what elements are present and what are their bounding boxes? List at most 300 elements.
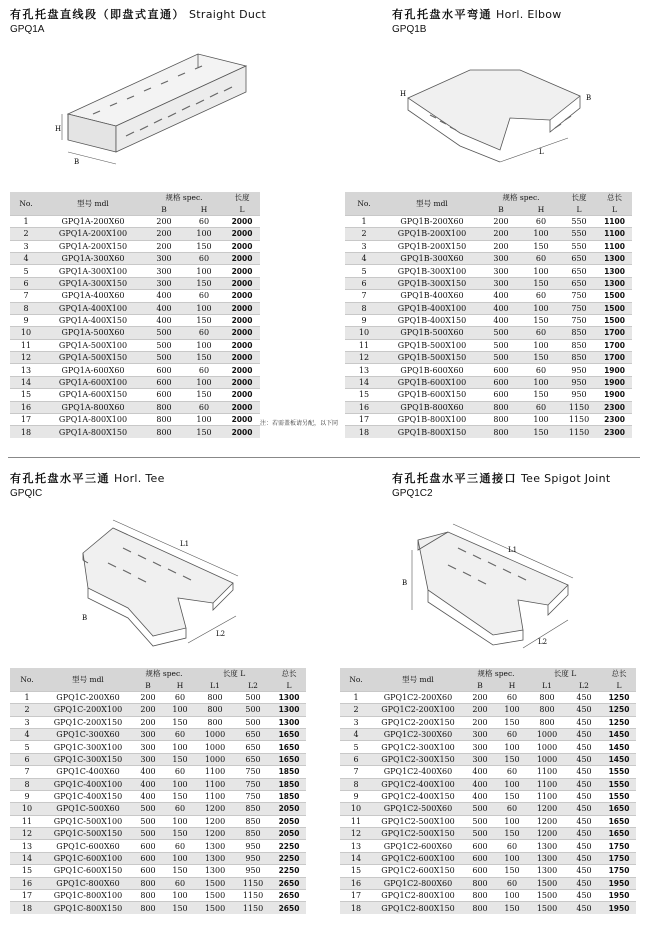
table-cell: 10 <box>10 327 42 339</box>
table-cell: 12 <box>345 352 383 364</box>
table-cell: 1450 <box>602 741 636 753</box>
table-cell: 60 <box>184 215 224 227</box>
table-cell: 2000 <box>224 277 260 289</box>
col-no: No. <box>10 668 44 691</box>
table-cell: 300 <box>464 741 496 753</box>
table-cell: GPQ1B-800X100 <box>383 414 481 426</box>
table-cell: 60 <box>521 215 561 227</box>
table-cell: 60 <box>164 766 196 778</box>
table-cell: 750 <box>561 314 597 326</box>
table-cell: 400 <box>132 790 164 802</box>
col-model: 型号 mdl <box>44 668 132 691</box>
table-cell: 1100 <box>597 228 632 240</box>
table-cell: 2000 <box>224 401 260 413</box>
table-cell: 60 <box>496 691 528 703</box>
table-cell: 1 <box>345 215 383 227</box>
col-spec: 规格 spec. <box>144 192 224 203</box>
table-cell: 100 <box>184 339 224 351</box>
table-cell: GPQ1B-400X60 <box>383 290 481 302</box>
table-cell: 2000 <box>224 240 260 252</box>
gpq1c-code: GPQIC <box>10 488 43 499</box>
table-cell: 450 <box>566 790 602 802</box>
table-cell: 1150 <box>561 414 597 426</box>
table-cell: 800 <box>196 716 234 728</box>
table-row <box>340 778 636 790</box>
table-cell: 1500 <box>597 314 632 326</box>
table-cell: 100 <box>164 815 196 827</box>
table-row <box>345 376 632 388</box>
table-cell: 100 <box>496 852 528 864</box>
table-cell: GPQ1C-600X150 <box>44 865 132 877</box>
table-cell: 2000 <box>224 414 260 426</box>
table-cell: 450 <box>566 766 602 778</box>
table-cell: 200 <box>464 691 496 703</box>
table-cell: 1150 <box>234 902 272 914</box>
table-cell: 600 <box>464 865 496 877</box>
table-cell: 800 <box>196 704 234 716</box>
table-cell: 7 <box>10 290 42 302</box>
gpq1c2-title <box>392 470 611 486</box>
table-cell: 450 <box>566 741 602 753</box>
table-cell: 150 <box>184 426 224 438</box>
col-total: 总长 <box>597 192 632 203</box>
table-row <box>10 803 306 815</box>
table-cell: 300 <box>464 753 496 765</box>
table-cell: 450 <box>566 778 602 790</box>
table-cell: 150 <box>164 753 196 765</box>
col-l1: L1 <box>528 679 566 691</box>
table-cell: 5 <box>10 265 42 277</box>
table-row <box>10 352 260 364</box>
table-row <box>10 426 260 438</box>
table-cell: 8 <box>10 302 42 314</box>
table-row <box>345 302 632 314</box>
table-cell: 800 <box>481 426 521 438</box>
col-spec: 规格 spec. <box>481 192 561 203</box>
gpq1a-title-cn: 有孔托盘直线段（即盘式直通） <box>10 8 185 21</box>
table-cell: 2050 <box>272 803 306 815</box>
table-cell: GPQ1C-200X60 <box>44 691 132 703</box>
table-cell: 18 <box>10 426 42 438</box>
table-row <box>10 414 260 426</box>
table-cell: GPQ1C-500X150 <box>44 828 132 840</box>
table-cell: 200 <box>481 215 521 227</box>
table-cell: 750 <box>234 766 272 778</box>
table-cell: 400 <box>481 314 521 326</box>
table-cell: 1950 <box>602 902 636 914</box>
table-cell: 100 <box>184 376 224 388</box>
straight-duct-drawing <box>48 44 258 174</box>
table-row <box>345 265 632 277</box>
table-cell: 1900 <box>597 389 632 401</box>
col-b: B <box>481 203 521 215</box>
table-cell: 100 <box>184 302 224 314</box>
table-cell: 60 <box>184 401 224 413</box>
table-cell: GPQ1B-300X150 <box>383 277 481 289</box>
table-cell: 500 <box>144 352 184 364</box>
table-cell: 18 <box>10 902 44 914</box>
col-total-sub: L <box>597 203 632 215</box>
table-cell: 750 <box>234 790 272 802</box>
table-cell: GPQ1B-200X60 <box>383 215 481 227</box>
table-cell: 1650 <box>272 728 306 740</box>
table-cell: GPQ1C2-400X60 <box>372 766 464 778</box>
table-cell: 800 <box>144 401 184 413</box>
table-cell: 1650 <box>272 753 306 765</box>
table-cell: 12 <box>340 828 372 840</box>
table-cell: 150 <box>184 389 224 401</box>
table-cell: 100 <box>496 741 528 753</box>
col-h: H <box>164 679 196 691</box>
table-row <box>10 778 306 790</box>
table-cell: 600 <box>132 865 164 877</box>
table-cell: 950 <box>234 840 272 852</box>
table-cell: 500 <box>481 327 521 339</box>
table-cell: 300 <box>132 741 164 753</box>
table-cell: GPQ1C-200X150 <box>44 716 132 728</box>
table-cell: 300 <box>481 277 521 289</box>
table-cell: 800 <box>132 877 164 889</box>
table-cell: 200 <box>144 215 184 227</box>
table-row <box>345 290 632 302</box>
table-cell: 1500 <box>196 877 234 889</box>
table-cell: 3 <box>10 716 44 728</box>
gpq1c-table <box>10 668 306 914</box>
table-row <box>340 852 636 864</box>
table-cell: 100 <box>521 265 561 277</box>
table-cell: 800 <box>481 401 521 413</box>
table-cell: 550 <box>561 240 597 252</box>
table-cell: 850 <box>561 352 597 364</box>
table-cell: 2 <box>340 704 372 716</box>
table-cell: 150 <box>164 790 196 802</box>
table-cell: 16 <box>10 401 42 413</box>
table-cell: GPQ1C2-300X100 <box>372 741 464 753</box>
table-cell: GPQ1C2-600X100 <box>372 852 464 864</box>
table-cell: 2000 <box>224 426 260 438</box>
table-row <box>10 327 260 339</box>
table-cell: 1100 <box>528 778 566 790</box>
table-row <box>345 364 632 376</box>
gpq1b-b-label: B <box>586 94 592 102</box>
table-cell: 60 <box>496 877 528 889</box>
table-row <box>10 364 260 376</box>
table-cell: 2000 <box>224 302 260 314</box>
table-cell: 1000 <box>528 753 566 765</box>
col-h: H <box>496 679 528 691</box>
table-cell: GPQ1A-200X150 <box>42 240 144 252</box>
gpq1b-table <box>345 192 632 438</box>
table-cell: 150 <box>164 865 196 877</box>
table-row <box>340 840 636 852</box>
table-cell: GPQ1B-400X100 <box>383 302 481 314</box>
table-cell: GPQ1C2-400X100 <box>372 778 464 790</box>
table-row <box>340 865 636 877</box>
table-cell: GPQ1C-200X100 <box>44 704 132 716</box>
gpq1a-title-en: Straight Duct <box>189 8 267 21</box>
table-cell: 1300 <box>272 716 306 728</box>
table-row <box>10 865 306 877</box>
table-cell: 5 <box>10 741 44 753</box>
table-cell: GPQ1C-300X100 <box>44 741 132 753</box>
table-row <box>345 252 632 264</box>
table-cell: GPQ1A-300X100 <box>42 265 144 277</box>
table-cell: 8 <box>340 778 372 790</box>
table-cell: 600 <box>144 376 184 388</box>
table-cell: 500 <box>464 828 496 840</box>
gpq1a-title <box>10 6 266 22</box>
table-row <box>10 401 260 413</box>
table-cell: 1150 <box>234 890 272 902</box>
table-cell: 2650 <box>272 890 306 902</box>
table-cell: 9 <box>10 314 42 326</box>
table-row <box>10 828 306 840</box>
table-cell: 200 <box>144 228 184 240</box>
table-cell: 650 <box>561 265 597 277</box>
table-cell: 6 <box>10 277 42 289</box>
table-row <box>340 790 636 802</box>
table-cell: 2000 <box>224 339 260 351</box>
gpq1b-code: GPQ1B <box>392 24 427 35</box>
table-cell: 150 <box>496 865 528 877</box>
table-cell: 1750 <box>602 865 636 877</box>
table-row <box>340 753 636 765</box>
table-cell: 60 <box>496 840 528 852</box>
table-cell: 650 <box>234 741 272 753</box>
gpq1a-table <box>10 192 260 438</box>
table-cell: 650 <box>561 277 597 289</box>
table-cell: 17 <box>10 414 42 426</box>
table-cell: 11 <box>340 815 372 827</box>
table-row <box>10 790 306 802</box>
table-cell: GPQ1C2-200X150 <box>372 716 464 728</box>
table-cell: 100 <box>164 852 196 864</box>
table-cell: 1500 <box>196 902 234 914</box>
table-cell: 150 <box>184 240 224 252</box>
table-cell: 150 <box>164 902 196 914</box>
tee-spigot-joint-drawing <box>398 520 588 655</box>
table-cell: 200 <box>481 228 521 240</box>
table-cell: GPQ1C-800X100 <box>44 890 132 902</box>
table-cell: GPQ1B-500X100 <box>383 339 481 351</box>
table-cell: 500 <box>481 352 521 364</box>
table-cell: GPQ1B-200X100 <box>383 228 481 240</box>
table-cell: 5 <box>345 265 383 277</box>
table-row <box>10 852 306 864</box>
col-no: No. <box>10 192 42 215</box>
table-cell: 600 <box>144 364 184 376</box>
table-cell: GPQ1B-500X150 <box>383 352 481 364</box>
table-cell: 150 <box>521 277 561 289</box>
table-cell: 17 <box>340 890 372 902</box>
table-cell: 500 <box>132 803 164 815</box>
table-cell: GPQ1A-300X60 <box>42 252 144 264</box>
table-cell: 400 <box>144 314 184 326</box>
table-cell: 1000 <box>528 741 566 753</box>
table-cell: 200 <box>132 716 164 728</box>
gpq1c2-title-cn: 有孔托盘水平三通接口 <box>392 472 517 485</box>
gpq1c-l2-label: L2 <box>216 630 226 638</box>
table-row <box>340 890 636 902</box>
table-cell: 450 <box>566 902 602 914</box>
table-row <box>345 389 632 401</box>
table-cell: GPQ1A-600X60 <box>42 364 144 376</box>
table-cell: 1150 <box>234 877 272 889</box>
table-row <box>10 728 306 740</box>
table-cell: 4 <box>10 728 44 740</box>
table-cell: 3 <box>345 240 383 252</box>
table-cell: 60 <box>521 401 561 413</box>
table-cell: 550 <box>561 215 597 227</box>
col-b: B <box>132 679 164 691</box>
table-cell: 3 <box>340 716 372 728</box>
table-cell: 600 <box>464 852 496 864</box>
table-row <box>340 803 636 815</box>
col-h: H <box>184 203 224 215</box>
table-cell: GPQ1B-200X150 <box>383 240 481 252</box>
table-cell: 1500 <box>196 890 234 902</box>
table-cell: 800 <box>528 704 566 716</box>
table-cell: 14 <box>10 852 44 864</box>
table-cell: 600 <box>464 840 496 852</box>
table-cell: GPQ1C-400X150 <box>44 790 132 802</box>
table-cell: 500 <box>481 339 521 351</box>
table-cell: 800 <box>132 902 164 914</box>
table-cell: 150 <box>496 716 528 728</box>
table-row <box>345 414 632 426</box>
table-cell: GPQ1A-800X60 <box>42 401 144 413</box>
table-row <box>10 766 306 778</box>
table-cell: 400 <box>132 778 164 790</box>
table-cell: 1900 <box>597 364 632 376</box>
table-cell: 150 <box>184 352 224 364</box>
table-cell: 60 <box>521 327 561 339</box>
gpq1c2-table <box>340 668 636 914</box>
table-cell: 1700 <box>597 339 632 351</box>
table-cell: 1100 <box>196 778 234 790</box>
table-cell: GPQ1C2-600X150 <box>372 865 464 877</box>
table-cell: 650 <box>561 252 597 264</box>
table-cell: 200 <box>464 704 496 716</box>
col-model: 型号 mdl <box>42 192 144 215</box>
table-cell: 950 <box>561 364 597 376</box>
table-cell: 1950 <box>602 877 636 889</box>
table-row <box>10 277 260 289</box>
table-cell: 800 <box>144 414 184 426</box>
table-cell: 13 <box>10 840 44 852</box>
table-cell: 400 <box>464 778 496 790</box>
table-cell: 950 <box>234 852 272 864</box>
table-cell: GPQ1C-600X100 <box>44 852 132 864</box>
table-row <box>10 389 260 401</box>
table-cell: 500 <box>132 815 164 827</box>
table-cell: 4 <box>10 252 42 264</box>
table-cell: 17 <box>10 890 44 902</box>
table-cell: GPQ1C-800X60 <box>44 877 132 889</box>
table-cell: 60 <box>164 840 196 852</box>
table-cell: GPQ1C2-400X150 <box>372 790 464 802</box>
table-cell: GPQ1C-400X60 <box>44 766 132 778</box>
table-cell: 100 <box>521 376 561 388</box>
table-cell: 100 <box>164 741 196 753</box>
table-cell: 8 <box>10 778 44 790</box>
table-row <box>340 691 636 703</box>
table-cell: 13 <box>345 364 383 376</box>
table-cell: GPQ1C-300X60 <box>44 728 132 740</box>
table-cell: 12 <box>10 352 42 364</box>
table-cell: 450 <box>566 865 602 877</box>
table-cell: 11 <box>10 815 44 827</box>
table-cell: 1300 <box>528 852 566 864</box>
table-cell: 8 <box>345 302 383 314</box>
table-cell: 2050 <box>272 815 306 827</box>
table-cell: 7 <box>10 766 44 778</box>
gpq1b-title <box>392 6 562 22</box>
gpq1c2-l2-label: L2 <box>538 638 548 646</box>
table-cell: 1300 <box>272 704 306 716</box>
table-cell: 450 <box>566 828 602 840</box>
table-cell: 1 <box>340 691 372 703</box>
table-cell: 1300 <box>597 265 632 277</box>
col-model: 型号 mdl <box>383 192 481 215</box>
table-cell: 400 <box>481 302 521 314</box>
table-cell: 1750 <box>602 852 636 864</box>
table-row <box>340 828 636 840</box>
table-row <box>10 314 260 326</box>
table-row <box>10 265 260 277</box>
table-cell: 500 <box>234 704 272 716</box>
table-cell: 60 <box>521 364 561 376</box>
table-cell: GPQ1B-600X60 <box>383 364 481 376</box>
table-cell: 2300 <box>597 426 632 438</box>
table-cell: 1700 <box>597 352 632 364</box>
section-divider <box>8 457 640 458</box>
table-row <box>340 704 636 716</box>
table-cell: 1300 <box>528 865 566 877</box>
table-cell: GPQ1C-400X100 <box>44 778 132 790</box>
table-cell: GPQ1A-800X100 <box>42 414 144 426</box>
table-cell: 450 <box>566 716 602 728</box>
table-cell: 100 <box>496 778 528 790</box>
table-row <box>10 215 260 227</box>
table-row <box>345 215 632 227</box>
table-cell: GPQ1A-400X150 <box>42 314 144 326</box>
table-cell: 650 <box>234 753 272 765</box>
table-cell: GPQ1A-500X150 <box>42 352 144 364</box>
table-cell: GPQ1B-400X150 <box>383 314 481 326</box>
table-cell: 60 <box>521 252 561 264</box>
table-cell: 400 <box>464 766 496 778</box>
table-cell: 2000 <box>224 314 260 326</box>
table-cell: GPQ1B-300X60 <box>383 252 481 264</box>
table-cell: 12 <box>10 828 44 840</box>
table-cell: 100 <box>184 228 224 240</box>
table-cell: 100 <box>521 339 561 351</box>
table-row <box>340 716 636 728</box>
table-cell: 600 <box>132 852 164 864</box>
table-row <box>340 766 636 778</box>
table-cell: 1100 <box>597 215 632 227</box>
table-cell: 100 <box>496 704 528 716</box>
table-cell: 100 <box>521 302 561 314</box>
table-cell: 9 <box>10 790 44 802</box>
table-cell: 450 <box>566 753 602 765</box>
table-cell: 1650 <box>272 741 306 753</box>
table-cell: 2 <box>10 228 42 240</box>
table-cell: 11 <box>345 339 383 351</box>
table-cell: 200 <box>132 691 164 703</box>
table-cell: GPQ1A-400X100 <box>42 302 144 314</box>
